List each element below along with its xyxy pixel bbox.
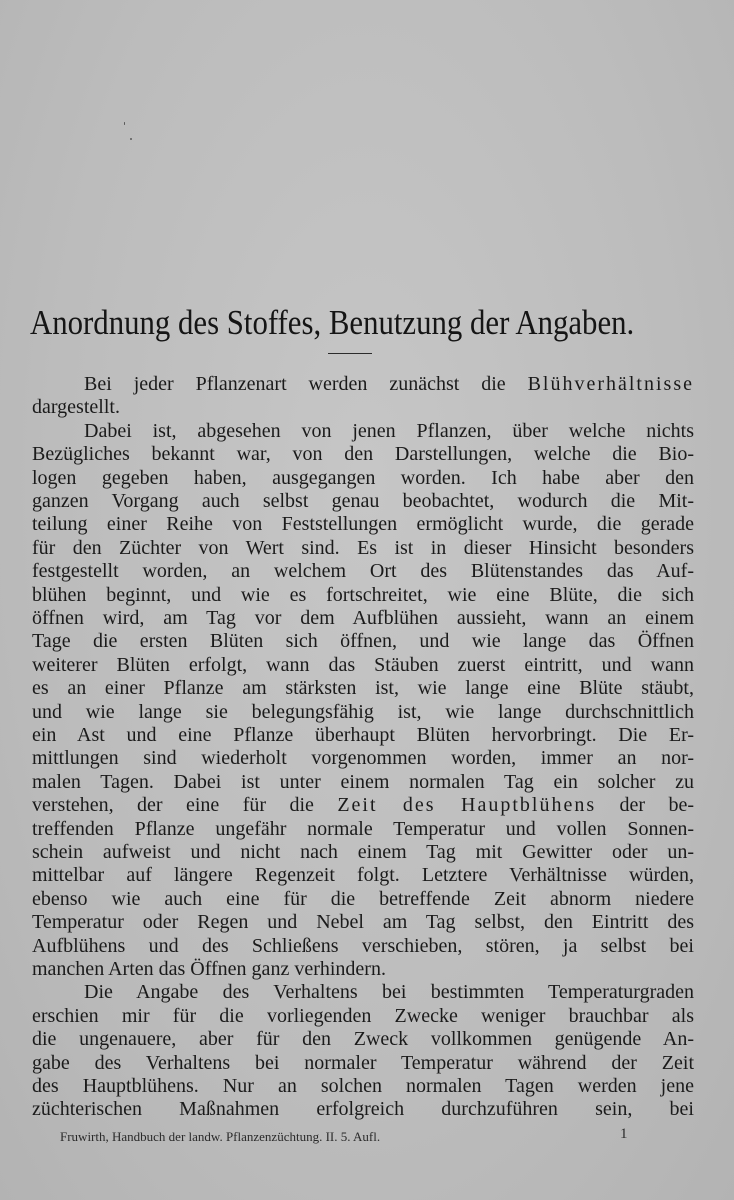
text-line: Bezügliches bekannt war, von den Darstellungen, welche die Bio-: [32, 443, 694, 466]
text-line: züchterischen Maßnahmen erfolgreich durchzuführen sein, bei: [32, 1098, 694, 1121]
chapter-title: Anordnung des Stoffes, Benutzung der Angaben.: [30, 303, 635, 342]
page-number: 1: [620, 1126, 628, 1142]
text-line: Bei jeder Pflanzenart werden zunächst die Blühverhältnisse: [84, 373, 694, 395]
text-line: es an einer Pflanze am stärksten ist, wie lange eine Blüte stäubt,: [32, 677, 694, 700]
text-line: des Hauptblühens. Nur an solchen normalen Tagen werden jene: [32, 1075, 694, 1097]
text-line: für den Züchter von Wert sind. Es ist in dieser Hinsicht besonders: [32, 536, 694, 559]
text-line: treffenden Pflanze ungefähr normale Temperatur und vollen Sonnen-: [32, 817, 694, 840]
text-line: blühen beginnt, und wie es fortschreitet, wie eine Blüte, die sich: [32, 583, 694, 606]
emphasized-term: Blühverhältnisse: [527, 373, 694, 395]
text-line: festgestellt worden, an welchem Ort des Blütenstandes das Auf-: [32, 560, 694, 583]
text-line: Temperatur oder Regen und Nebel am Tag selbst, den Eintritt des: [32, 911, 694, 934]
text-line: ebenso wie auch eine für die betreffende Zeit abnorm niedere: [32, 887, 694, 910]
emphasized-term: Zeit des Hauptblühens: [337, 794, 597, 817]
text-line: erschien mir für die vorliegenden Zwecke weniger brauchbar als: [32, 1004, 694, 1027]
text-line: gabe des Verhaltens bei normaler Temperatur während der Zeit: [32, 1051, 694, 1074]
text-line: Aufblühens und des Schließens verschieben, stören, ja selbst bei: [32, 934, 694, 957]
footer-citation: Fruwirth, Handbuch der landw. Pflanzenzüchtung. II. 5. Aufl.: [60, 1129, 381, 1144]
text-line: mittelbar auf längere Regenzeit folgt. Letztere Verhältnisse würden,: [32, 864, 694, 887]
text-line: Die Angabe des Verhaltens bei bestimmten Temperaturgraden: [84, 981, 694, 1004]
print-speck: [130, 138, 132, 140]
text-line: dargestellt.: [32, 396, 120, 419]
text-line: die ungenauere, aber für den Zweck vollkommen genügende An-: [32, 1028, 694, 1051]
text-line: verstehen, der eine für die Zeit des Hauptblühens der be-: [32, 794, 695, 817]
title-divider: [328, 353, 372, 354]
print-speck: [124, 122, 125, 125]
text-line: und wie lange sie belegungsfähig ist, wie lange durchschnittlich: [32, 700, 694, 723]
text-line: ganzen Vorgang auch selbst genau beobachtet, wodurch die Mit-: [32, 490, 694, 512]
text-line: mittlungen sind wiederholt vorgenommen worden, immer an nor-: [32, 747, 694, 770]
text-line: logen gegeben haben, ausgegangen worden. Ich habe aber den: [32, 466, 694, 489]
text-line: weiterer Blüten erfolgt, wann das Stäuben zuerst eintritt, und wann: [32, 653, 694, 676]
text-line: teilung einer Reihe von Feststellungen ermöglicht wurde, die gerade: [32, 513, 694, 536]
text-line: schein aufweist und nicht nach einem Tag mit Gewitter oder un-: [32, 841, 694, 863]
text-line: Dabei ist, abgesehen von jenen Pflanzen, über welche nichts: [84, 419, 694, 442]
text-line: öffnen wird, am Tag vor dem Aufblühen aussieht, wann an einem: [32, 607, 694, 629]
text-line: manchen Arten das Öffnen ganz verhindern.: [32, 958, 386, 980]
text-line: Tage die ersten Blüten sich öffnen, und wie lange das Öffnen: [32, 630, 694, 653]
text-line: malen Tagen. Dabei ist unter einem normalen Tag ein solcher zu: [32, 770, 694, 793]
text-line: ein Ast und eine Pflanze überhaupt Blüten hervorbringt. Die Er-: [32, 724, 694, 746]
